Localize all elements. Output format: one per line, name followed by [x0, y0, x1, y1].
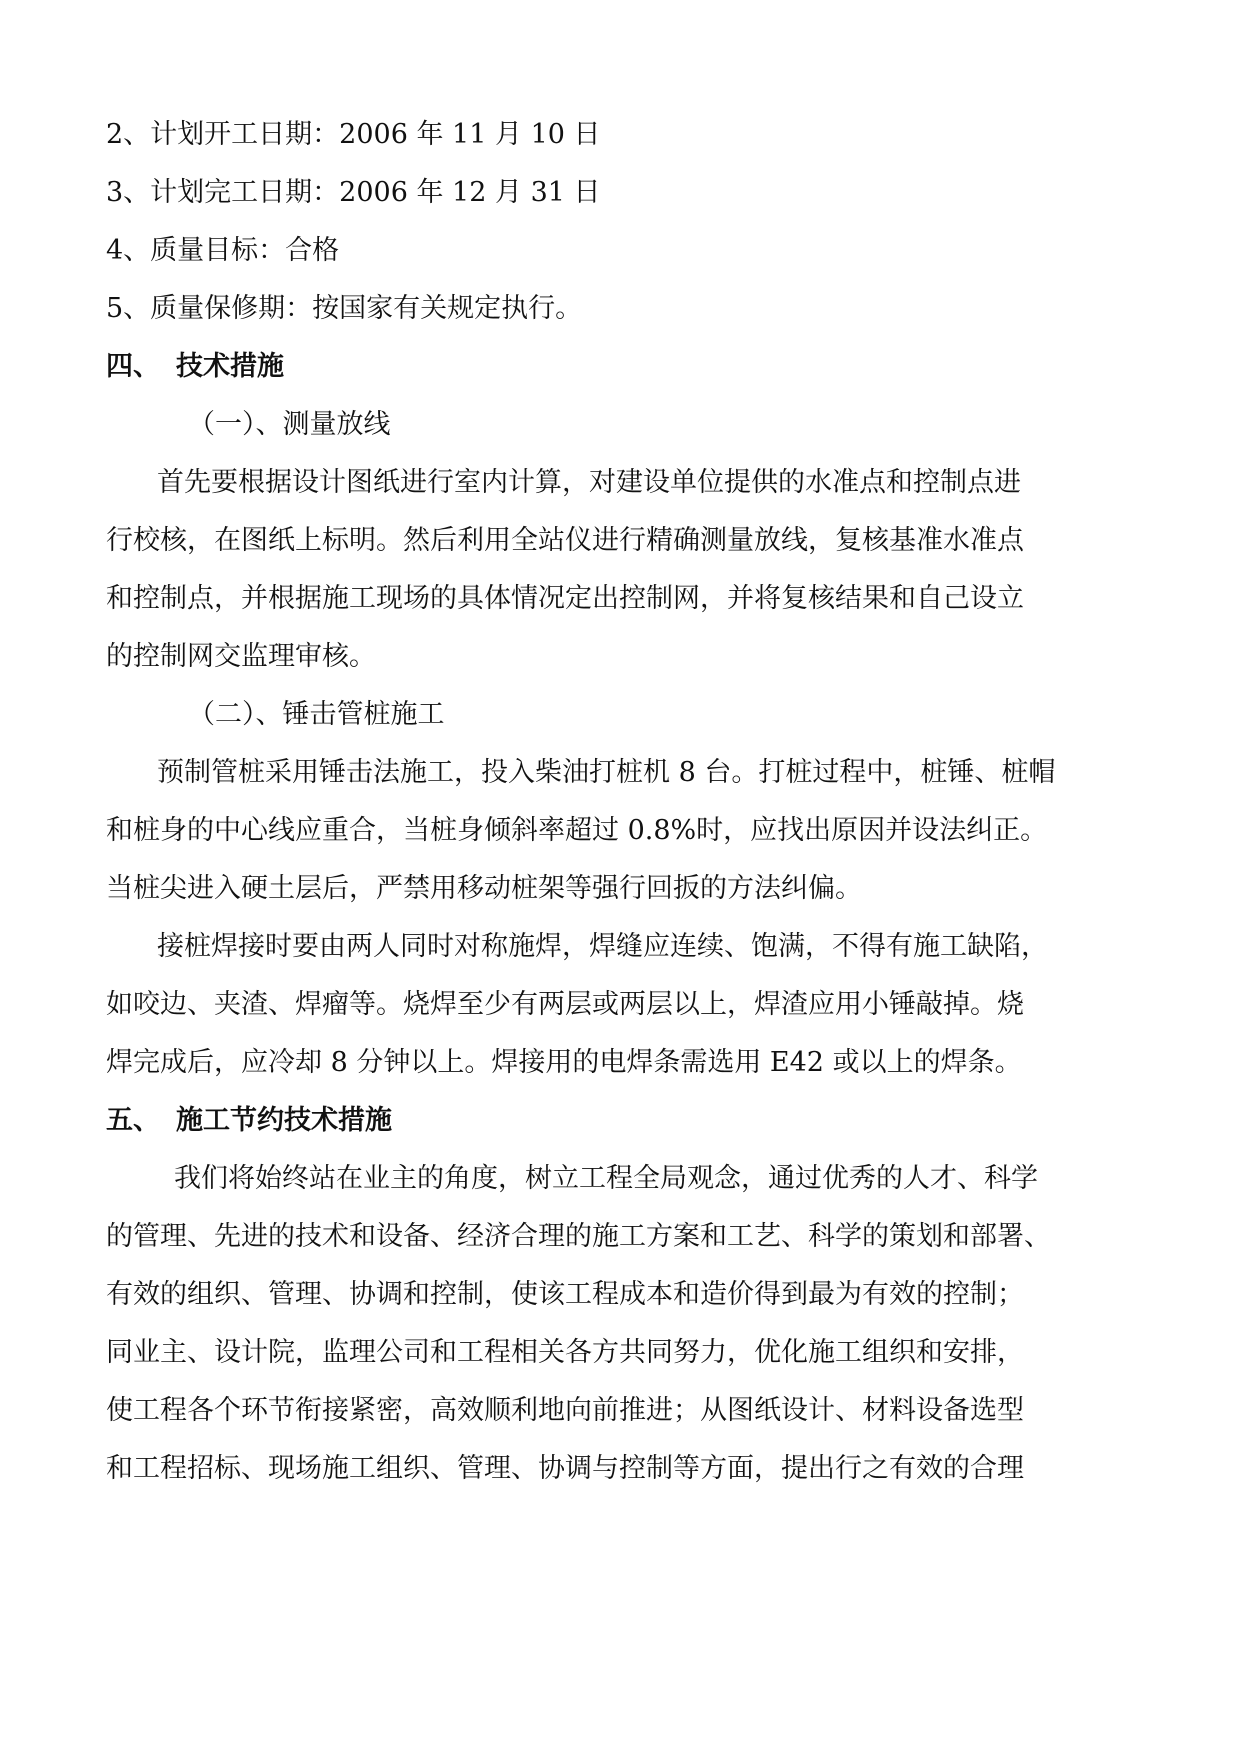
paragraph-line: 我们将始终站在业主的角度，树立工程全局观念，通过优秀的人才、科学	[174, 1163, 1038, 1194]
paragraph-line: 同业主、设计院，监理公司和工程相关各方共同努力，优化施工组织和安排，	[106, 1337, 1024, 1368]
warranty-item: 5、质量保修期：按国家有关规定执行。	[106, 293, 583, 324]
paragraph-line: 使工程各个环节衔接紧密，高效顺利地向前推进；从图纸设计、材料设备选型	[106, 1395, 1024, 1426]
paragraph-line: 行校核，在图纸上标明。然后利用全站仪进行精确测量放线，复核基准水准点	[106, 525, 1024, 556]
section-5-number: 五、	[106, 1105, 160, 1136]
paragraph-line: 预制管桩采用锤击法施工，投入柴油打桩机 8 台。打桩过程中，桩锤、桩帽	[157, 757, 1056, 788]
paragraph-line: 首先要根据设计图纸进行室内计算，对建设单位提供的水准点和控制点进	[157, 467, 1021, 498]
paragraph-line: 的管理、先进的技术和设备、经济合理的施工方案和工艺、科学的策划和部署、	[106, 1221, 1051, 1252]
paragraph-line: 和桩身的中心线应重合，当桩身倾斜率超过 0.8%时，应找出原因并设法纠正。	[106, 815, 1048, 846]
subsection-2-title: （二）、锤击管桩施工	[188, 699, 445, 730]
quality-target-item: 4、质量目标：合格	[106, 235, 340, 266]
subsection-1-title: （一）、测量放线	[188, 409, 391, 440]
paragraph-line: 如咬边、夹渣、焊瘤等。烧焊至少有两层或两层以上，焊渣应用小锤敲掉。烧	[106, 989, 1024, 1020]
section-5-title: 施工节约技术措施	[176, 1105, 392, 1136]
paragraph-line: 接桩焊接时要由两人同时对称施焊，焊缝应连续、饱满，不得有施工缺陷，	[157, 931, 1048, 962]
paragraph-line: 的控制网交监理审核。	[106, 641, 376, 672]
section-4-heading	[106, 349, 284, 385]
section-4-title: 技术措施	[176, 351, 284, 382]
paragraph-line: 当桩尖进入硬土层后，严禁用移动桩架等强行回扳的方法纠偏。	[106, 873, 862, 904]
end-date-item: 3、计划完工日期：2006 年 12 月 31 日	[106, 177, 601, 208]
start-date-item: 2、计划开工日期：2006 年 11 月 10 日	[106, 119, 601, 150]
section-5-heading	[106, 1103, 392, 1139]
section-4-number: 四、	[106, 351, 160, 382]
paragraph-line: 和控制点，并根据施工现场的具体情况定出控制网，并将复核结果和自己设立	[106, 583, 1024, 614]
paragraph-line: 焊完成后，应冷却 8 分钟以上。焊接用的电焊条需选用 E42 或以上的焊条。	[106, 1047, 1022, 1078]
paragraph-line: 有效的组织、管理、协调和控制，使该工程成本和造价得到最为有效的控制；	[106, 1279, 1024, 1310]
paragraph-line: 和工程招标、现场施工组织、管理、协调与控制等方面，提出行之有效的合理	[106, 1453, 1024, 1484]
